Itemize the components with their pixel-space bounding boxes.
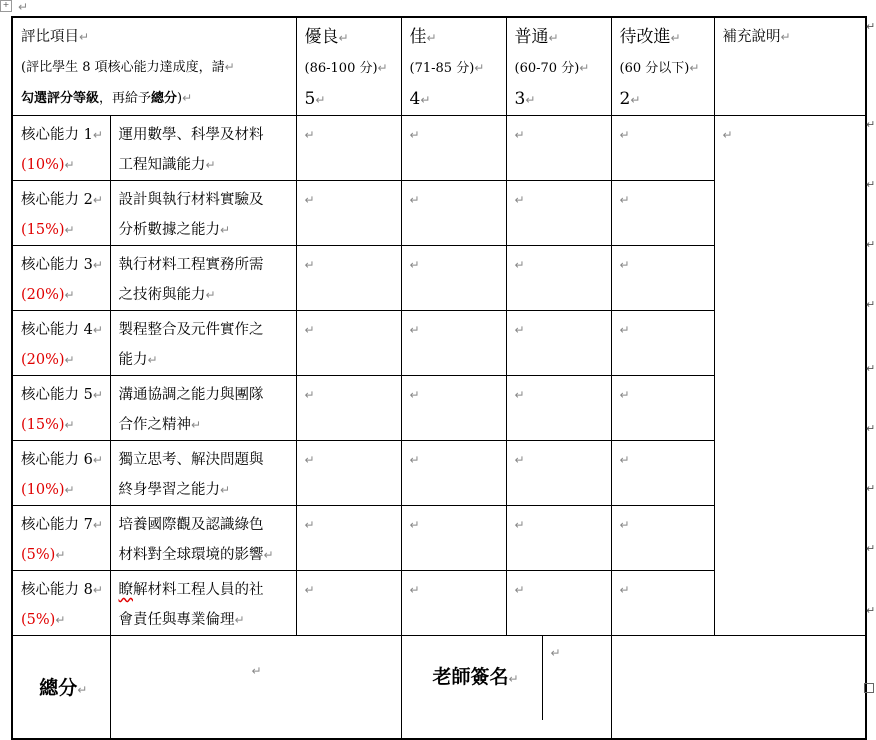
row-end-mark-icon: ↵: [866, 542, 876, 555]
score-cell-good[interactable]: [401, 506, 506, 571]
score-cell-average[interactable]: [506, 181, 611, 246]
score-cell-good[interactable]: [401, 441, 506, 506]
table-move-handle-icon[interactable]: +: [0, 0, 12, 12]
score-cell-good[interactable]: [401, 311, 506, 376]
paragraph-mark-icon: ↵: [409, 453, 420, 467]
score-cell-good[interactable]: [401, 571, 506, 636]
paragraph-mark-icon: ↵: [304, 583, 315, 597]
ability-desc-cell: 設計與執行材料實驗及 分析數據之能力↵: [110, 181, 296, 246]
paragraph-mark-icon: ↵: [409, 128, 420, 142]
score-cell-good[interactable]: [401, 181, 506, 246]
header-item-cell: [12, 17, 296, 116]
paragraph-mark-icon: ↵: [420, 93, 431, 107]
score-cell-excellent[interactable]: [296, 506, 401, 571]
teacher-signature-field[interactable]: [542, 636, 611, 720]
ability-name-cell: 核心能力 1↵ (10%)↵: [12, 116, 110, 181]
ability-desc-cell: 製程整合及元件實作之 能力↵: [110, 311, 296, 376]
paragraph-mark-icon: ↵: [64, 158, 75, 172]
score-cell-needs-improvement[interactable]: [611, 246, 714, 311]
paragraph-mark-icon: ↵: [689, 61, 700, 75]
paragraph-mark-icon: ↵: [630, 93, 641, 107]
row-end-mark-icon: ↵: [866, 20, 876, 33]
paragraph-mark-icon: ↵: [619, 388, 630, 402]
score-cell-excellent[interactable]: [296, 246, 401, 311]
paragraph-mark-icon: ↵: [92, 518, 103, 532]
score-cell-needs-improvement[interactable]: [611, 506, 714, 571]
remarks-cell[interactable]: [714, 116, 866, 636]
table-row: [12, 116, 866, 181]
paragraph-mark-icon: ↵: [92, 258, 103, 272]
grade-cell-excellent: 優良↵ (86-100 分)↵ 5↵: [296, 17, 401, 116]
paragraph-mark-icon: ↵: [550, 646, 561, 660]
total-score-field[interactable]: [110, 636, 401, 740]
ability-name-cell: 核心能力 2↵ (15%)↵: [12, 181, 110, 246]
paragraph-mark-icon: ↵: [426, 31, 437, 45]
score-cell-needs-improvement[interactable]: [611, 441, 714, 506]
paragraph-mark-icon: ↵: [514, 518, 525, 532]
paragraph-mark-icon: ↵: [92, 583, 103, 597]
paragraph-mark-icon: ↵: [619, 323, 630, 337]
paragraph-mark-icon: ↵: [409, 323, 420, 337]
footer-row: [12, 636, 866, 740]
paragraph-mark-icon: ↵: [548, 31, 559, 45]
score-cell-excellent[interactable]: [296, 441, 401, 506]
paragraph-mark-icon: ↵: [579, 61, 590, 75]
ability-name-cell: 核心能力 3↵ (20%)↵: [12, 246, 110, 311]
ability-desc-cell: 獨立思考、解決問題與 終身學習之能力↵: [110, 441, 296, 506]
score-cell-needs-improvement[interactable]: [611, 116, 714, 181]
score-cell-good[interactable]: [401, 116, 506, 181]
paragraph-mark-icon: ↵: [722, 128, 733, 142]
paragraph-mark-icon: ↵: [409, 388, 420, 402]
score-cell-average[interactable]: [506, 441, 611, 506]
teacher-sign-label-cell: 老師簽名↵: [402, 636, 543, 720]
score-cell-average[interactable]: [506, 246, 611, 311]
score-cell-average[interactable]: [506, 311, 611, 376]
grade-cell-good: 佳↵ (71-85 分)↵ 4↵: [401, 17, 506, 116]
paragraph-mark-icon: ↵: [514, 453, 525, 467]
paragraph-mark-icon: ↵: [619, 453, 630, 467]
paragraph-mark-icon: ↵: [619, 193, 630, 207]
item-instructions-line-1: (評比學生 8 項核心能力達成度，請↵: [21, 60, 235, 75]
paragraph-mark-icon: ↵: [619, 258, 630, 272]
paragraph-mark-icon: ↵: [409, 518, 420, 532]
paragraph-mark-icon: ↵: [670, 31, 681, 45]
paragraph-mark-icon: ↵: [220, 483, 231, 497]
ability-name-cell: 核心能力 7↵ (5%)↵: [12, 506, 110, 571]
score-cell-average[interactable]: [506, 571, 611, 636]
paragraph-mark-icon: ↵: [514, 323, 525, 337]
header-row: [12, 17, 866, 116]
score-cell-excellent[interactable]: [296, 181, 401, 246]
paragraph-mark-icon: ↵: [55, 548, 66, 562]
paragraph-mark-icon: ↵: [224, 60, 235, 74]
paragraph-mark-icon: ↵: [92, 388, 103, 402]
paragraph-mark-icon: ↵: [234, 613, 245, 627]
score-cell-excellent[interactable]: [296, 116, 401, 181]
ability-name-cell: 核心能力 8↵ (5%)↵: [12, 571, 110, 636]
row-end-mark-icon: ↵: [866, 298, 876, 311]
item-instructions-line-2: 勾選評分等級，再給予總分)↵: [21, 91, 193, 106]
paragraph-mark-icon: ↵: [304, 518, 315, 532]
paragraph-mark-icon: ↵: [409, 583, 420, 597]
evaluation-table: [11, 16, 867, 740]
ability-desc-cell: 培養國際觀及認識綠色 材料對全球環境的影響↵: [110, 506, 296, 571]
ability-name-cell: 核心能力 4↵ (20%)↵: [12, 311, 110, 376]
paragraph-mark-icon: ↵: [55, 613, 66, 627]
paragraph-mark-icon: ↵: [525, 93, 536, 107]
ability-name-cell: 核心能力 5↵ (15%)↵: [12, 376, 110, 441]
paragraph-mark-icon: ↵: [182, 91, 193, 105]
paragraph-mark-icon: ↵: [304, 453, 315, 467]
ability-name-cell: 核心能力 6↵ (10%)↵: [12, 441, 110, 506]
grade-cell-average: 普通↵ (60-70 分)↵ 3↵: [506, 17, 611, 116]
paragraph-mark-icon: ↵: [220, 223, 231, 237]
paragraph-mark-icon: ↵: [92, 453, 103, 467]
score-cell-average[interactable]: [506, 506, 611, 571]
paragraph-mark-icon: ↵: [205, 158, 216, 172]
score-cell-average[interactable]: [506, 376, 611, 441]
row-end-mark-icon: ↵: [866, 178, 876, 191]
paragraph-mark-icon: ↵: [304, 388, 315, 402]
paragraph-mark-icon: ↵: [263, 548, 274, 562]
score-cell-good[interactable]: [401, 246, 506, 311]
paragraph-mark-icon: ↵: [514, 128, 525, 142]
remarks-header-cell: 補充說明↵: [714, 17, 866, 116]
ability-desc-cell: 運用數學、科學及材料 工程知識能力↵: [110, 116, 296, 181]
paragraph-mark-icon: ↵: [147, 353, 158, 367]
table-resize-handle-icon[interactable]: [864, 683, 874, 693]
ability-desc-cell: 執行材料工程實務所需 之技術與能力↵: [110, 246, 296, 311]
score-cell-needs-improvement[interactable]: [611, 181, 714, 246]
paragraph-mark-icon: ↵: [18, 0, 29, 14]
paragraph-mark-icon: ↵: [409, 193, 420, 207]
row-end-mark-icon: ↵: [866, 604, 876, 617]
paragraph-mark-icon: ↵: [508, 672, 519, 686]
paragraph-mark-icon: ↵: [377, 61, 388, 75]
spelling-underline: 瞭: [118, 582, 133, 598]
paragraph-mark-icon: ↵: [92, 128, 103, 142]
paragraph-mark-icon: ↵: [79, 30, 90, 44]
paragraph-mark-icon: ↵: [619, 583, 630, 597]
row-end-mark-icon: ↵: [866, 238, 876, 251]
paragraph-mark-icon: ↵: [251, 664, 262, 678]
score-cell-excellent[interactable]: [296, 376, 401, 441]
ability-desc-cell: 溝通協調之能力與團隊 合作之精神↵: [110, 376, 296, 441]
paragraph-mark-icon: ↵: [514, 193, 525, 207]
grade-cell-needs-improvement: 待改進↵ (60 分以下)↵ 2↵: [611, 17, 714, 116]
paragraph-mark-icon: ↵: [304, 258, 315, 272]
score-cell-excellent[interactable]: [296, 311, 401, 376]
paragraph-mark-icon: ↵: [64, 483, 75, 497]
score-cell-excellent[interactable]: [296, 571, 401, 636]
paragraph-mark-icon: ↵: [77, 683, 88, 697]
paragraph-mark-icon: ↵: [92, 193, 103, 207]
paragraph-mark-icon: ↵: [64, 288, 75, 302]
paragraph-mark-icon: ↵: [315, 93, 326, 107]
score-cell-average[interactable]: [506, 116, 611, 181]
paragraph-mark-icon: ↵: [64, 418, 75, 432]
paragraph-mark-icon: ↵: [474, 61, 485, 75]
paragraph-mark-icon: ↵: [619, 128, 630, 142]
item-title: 評比項目: [21, 29, 79, 45]
row-end-mark-icon: ↵: [866, 118, 876, 131]
paragraph-mark-icon: ↵: [619, 518, 630, 532]
score-cell-needs-improvement[interactable]: [611, 376, 714, 441]
signature-extension-cell[interactable]: [611, 636, 866, 740]
row-end-mark-icon: ↵: [866, 422, 876, 435]
paragraph-mark-icon: ↵: [338, 31, 349, 45]
paragraph-mark-icon: ↵: [514, 583, 525, 597]
score-cell-needs-improvement[interactable]: [611, 311, 714, 376]
paragraph-mark-icon: ↵: [64, 353, 75, 367]
paragraph-mark-icon: ↵: [205, 288, 216, 302]
paragraph-mark-icon: ↵: [780, 30, 791, 44]
paragraph-mark-icon: ↵: [304, 128, 315, 142]
row-end-mark-icon: ↵: [866, 362, 876, 375]
score-cell-needs-improvement[interactable]: [611, 571, 714, 636]
ability-desc-cell: 瞭解材料工程人員的社 會責任與專業倫理↵: [110, 571, 296, 636]
score-cell-good[interactable]: [401, 376, 506, 441]
paragraph-mark-icon: ↵: [64, 223, 75, 237]
paragraph-mark-icon: ↵: [304, 323, 315, 337]
total-label-cell: 總分↵: [12, 636, 110, 740]
paragraph-mark-icon: ↵: [514, 258, 525, 272]
row-end-mark-icon: ↵: [866, 482, 876, 495]
paragraph-mark-icon: ↵: [92, 323, 103, 337]
paragraph-mark-icon: ↵: [514, 388, 525, 402]
paragraph-mark-icon: ↵: [191, 418, 202, 432]
paragraph-mark-icon: ↵: [409, 258, 420, 272]
paragraph-mark-icon: ↵: [304, 193, 315, 207]
